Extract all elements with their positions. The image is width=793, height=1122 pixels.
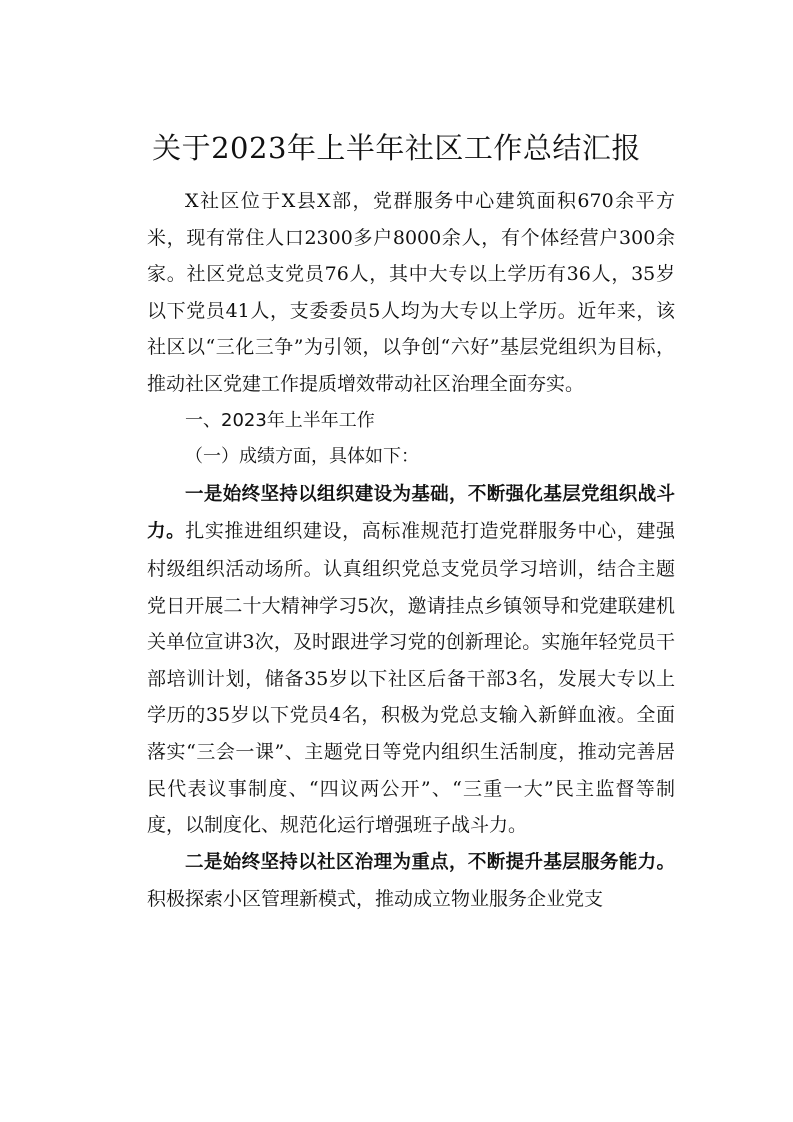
point-paragraph-2 [147,844,675,918]
section-heading: 一、2023年上半年工作 [185,409,375,431]
point-2-lead: 二是始终坚持以社区治理为重点，不断提升基层服务能力。 [185,851,675,873]
document-title: 关于2023年上半年社区工作总结汇报 [152,131,641,165]
subsection-heading: （一）成绩方面，具体如下： [185,446,419,468]
point-2-text: 积极探索小区管理新模式，推动成立物业服务企业党支 [147,888,604,911]
document-body [147,183,675,918]
point-1-lead: 一是始终坚持以组织建设为基础，不断强化基层党组织战斗力。 [147,483,675,543]
point-paragraph-1 [147,476,675,844]
point-1-text: 扎实推进组织建设，高标准规范打造党群服务中心，建强村级组织活动场所。认真组织党总支党员学习培训，结合主题党日开展二十大精神学习5次，邀请挂点乡镇领导和党建联建机关单位宣讲3次，及时跟进学习党的创新理论。实施年轻党员干部培训计划，储备35岁以下社区后备干部3名，发展大专以上学历的35岁以下党员4名，积极为党总支输入新鲜血液。全面落实“三会一课”、主题党日等党内组织生活制度，推动完善居民代表议事制度、“四议两公开”、“三重一大”民主监督等制度，以制度化、规范化运行增强班子战斗力。 [147,520,675,837]
intro-paragraph: X社区位于X县X部，党群服务中心建筑面积670余平方米，现有常住人口2300多户8000余人，有个体经营户300余家。社区党总支党员76人，其中大专以上学历有36人，35岁以下党员41人，支委委员5人均为大专以上学历。近年来，该社区以“三化三争”为引领，以争创“六好”基层党组织为目标，推动社区党建工作提质增效带动社区治理全面夯实。 [147,190,675,395]
